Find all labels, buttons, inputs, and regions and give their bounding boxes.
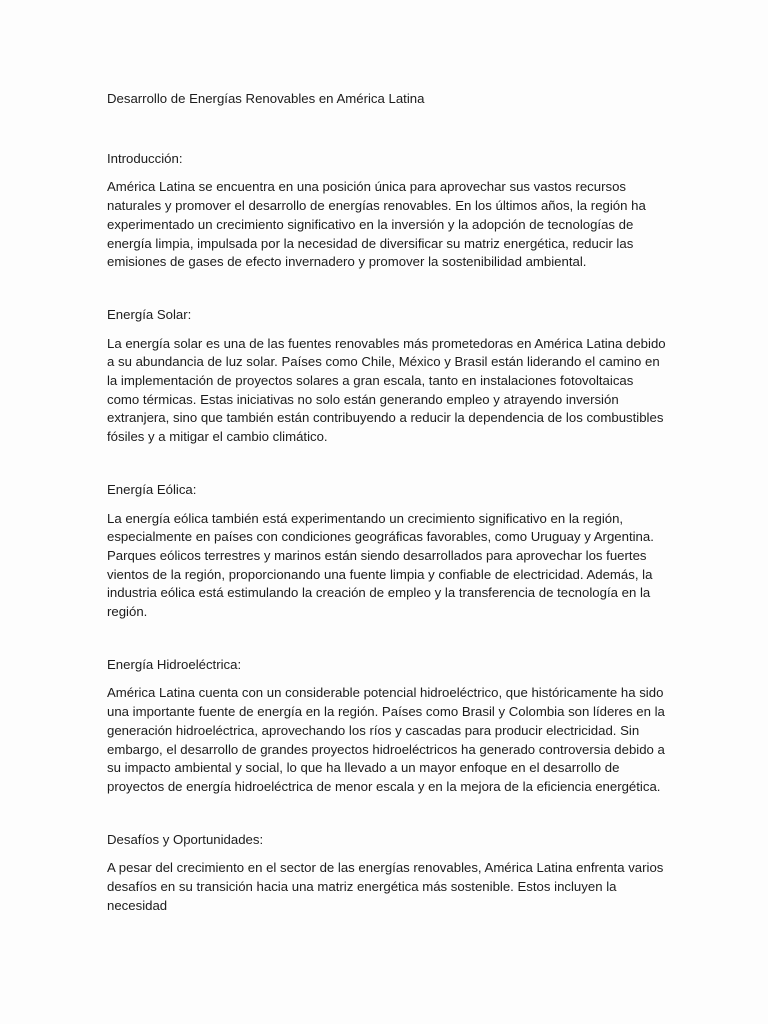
section-heading-energia-solar: Energía Solar: <box>107 306 192 322</box>
section-heading-energia-hidroelectrica: Energía Hidroeléctrica: <box>107 656 242 672</box>
section-heading-desafios-oportunidades: Desafíos y Oportunidades: <box>107 831 264 847</box>
document-content <box>107 90 667 916</box>
section-heading-energia-eolica: Energía Eólica: <box>107 481 197 497</box>
section-body-energia-hidroelectrica: América Latina cuenta con un considerable potencial hidroeléctrico, que históricamente ha sido una importante fuente de energía en la región. Países como Brasil y Colombia son líderes en la generación hidroeléctrica, aprovechando los ríos y cascadas para producir electricidad. Sin embargo, el desarrollo de grandes proyectos hidroeléctricos ha generado controversia debido a su impacto ambiental y social, lo que ha llevado a un mayor enfoque en el desarrollo de proyectos de energía hidroeléctrica de menor escala y en la mejora de la eficiencia energética. <box>107 685 665 794</box>
section-body-energia-solar: La energía solar es una de las fuentes renovables más prometedoras en América Latina debido a su abundancia de luz solar. Países como Chile, México y Brasil están liderando el camino en la implementación de proyectos solares a gran escala, tanto en instalaciones fotovoltaicas como térmicas. Estas iniciativas no solo están generando empleo y atrayendo inversión extranjera, sino que también están contribuyendo a reducir la dependencia de los combustibles fósiles y a mitigar el cambio climático. <box>107 335 666 445</box>
document-title: Desarrollo de Energías Renovables en América Latina <box>107 91 425 106</box>
section-body-introduccion: América Latina se encuentra en una posición única para aprovechar sus vastos recursos naturales y promover el desarrollo de energías renovables. En los últimos años, la región ha experimentado un crecimiento significativo en la inversión y la adopción de tecnologías de energía limpia, impulsada por la necesidad de diversificar su matriz energética, reducir las emisiones de gases de efecto invernadero y promover la sostenibilidad ambiental. <box>107 179 646 270</box>
section-body-energia-eolica: La energía eólica también está experimentando un crecimiento significativo en la región, especialmente en países con condiciones geográficas favorables, como Uruguay y Argentina. Parques eólicos terrestres y marinos están siendo desarrollados para aprovechar los fuertes vientos de la región, proporcionando una fuente limpia y confiable de electricidad. Además, la industria eólica está estimulando la creación de empleo y la transferencia de tecnología en la región. <box>107 510 654 620</box>
section-heading-introduccion: Introducción: <box>107 150 183 166</box>
section-body-desafios-oportunidades: A pesar del crecimiento en el sector de las energías renovables, América Latina enfrenta varios desafíos en su transición hacia una matriz energética más sostenible. Estos incluyen la necesidad <box>107 860 664 913</box>
